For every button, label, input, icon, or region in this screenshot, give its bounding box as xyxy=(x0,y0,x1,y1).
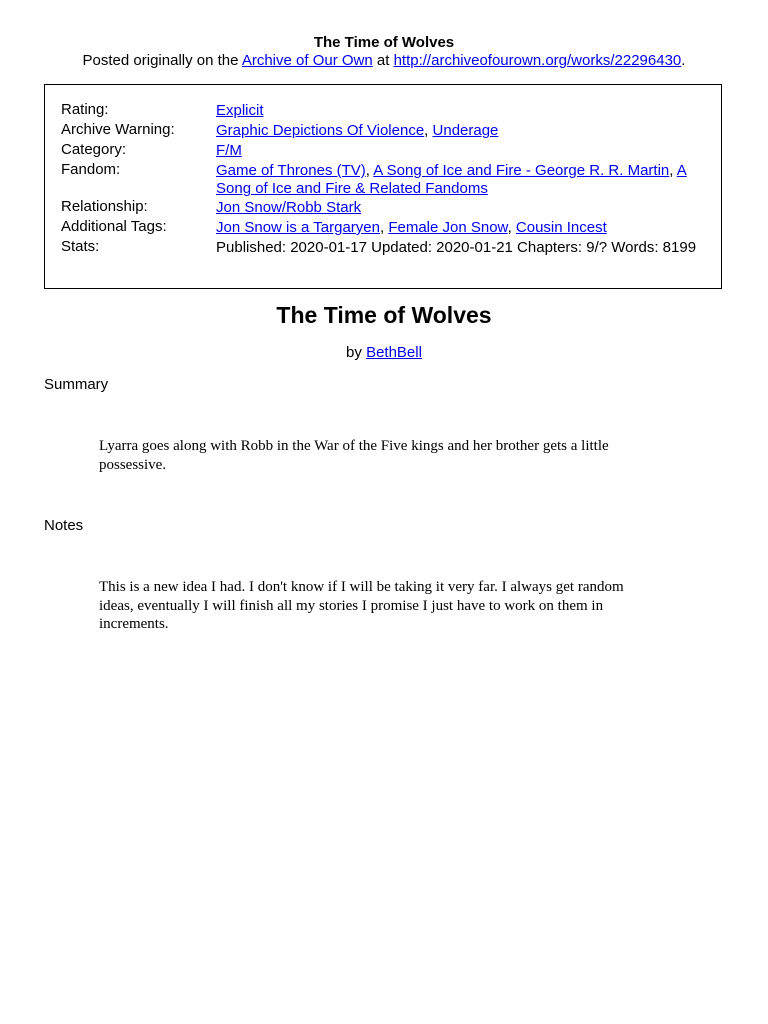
fandom-link[interactable]: A Song of Ice and Fire - George R. R. Martin xyxy=(373,162,670,179)
summary-text: Lyarra goes along with Robb in the War of the Five kings and her brother gets a little possessive. xyxy=(99,438,609,473)
fandom-value xyxy=(216,162,711,198)
stats-value: Published: 2020-01-17 Updated: 2020-01-21 Chapters: 9/? Words: 8199 xyxy=(216,239,697,256)
separator: , xyxy=(379,219,385,236)
archive-link[interactable]: Archive of Our Own xyxy=(241,52,373,69)
separator: , xyxy=(424,122,429,139)
category-link[interactable]: F/M xyxy=(216,142,242,159)
byline-prefix: by xyxy=(346,344,362,361)
warning-link[interactable]: Underage xyxy=(432,122,499,139)
posted-prefix: Posted originally on the xyxy=(82,52,239,69)
notes-text: This is a new idea I had. I don't know if I will be taking it very far. I always get random ideas, eventually I will finish all my stories I promise I just have to work on them in increments. xyxy=(99,579,624,632)
warning-label: Archive Warning: xyxy=(61,121,175,138)
byline xyxy=(0,344,768,361)
summary-heading: Summary xyxy=(44,376,109,393)
separator: , xyxy=(669,162,674,179)
category-value xyxy=(216,142,711,160)
category-label: Category: xyxy=(61,141,127,158)
rating-link[interactable]: Explicit xyxy=(216,102,264,119)
tag-link[interactable]: Jon Snow is a Targaryen xyxy=(216,219,380,236)
meta-box xyxy=(44,84,722,289)
posted-at: at xyxy=(376,52,390,69)
header-title: The Time of Wolves xyxy=(313,34,455,51)
tags-value xyxy=(216,219,711,237)
rating-value xyxy=(216,102,711,120)
relationship-label: Relationship: xyxy=(61,198,148,215)
notes-heading: Notes xyxy=(44,517,84,534)
relationship-link[interactable]: Jon Snow/Robb Stark xyxy=(216,199,362,216)
work-url-link[interactable]: http://archiveofourown.org/works/22296430 xyxy=(393,52,682,69)
posted-line xyxy=(0,52,768,69)
rating-label: Rating: xyxy=(61,101,109,118)
warning-link[interactable]: Graphic Depictions Of Violence xyxy=(216,122,425,139)
fandom-label: Fandom: xyxy=(61,161,121,178)
posted-period: . xyxy=(681,52,686,69)
work-title: The Time of Wolves xyxy=(276,302,492,328)
fandom-link[interactable]: Game of Thrones (TV) xyxy=(216,162,366,179)
relationship-value xyxy=(216,199,711,217)
stats-label: Stats: xyxy=(61,238,100,255)
separator: , xyxy=(365,162,370,179)
tag-link[interactable]: Female Jon Snow xyxy=(388,219,508,236)
warning-value xyxy=(216,122,711,140)
separator: , xyxy=(507,219,512,236)
tag-link[interactable]: Cousin Incest xyxy=(515,219,607,236)
tags-label: Additional Tags: xyxy=(61,218,167,235)
author-link[interactable]: BethBell xyxy=(366,344,422,361)
fandom-link[interactable]: A Song of Ice and Fire & Related Fandoms xyxy=(216,162,687,197)
